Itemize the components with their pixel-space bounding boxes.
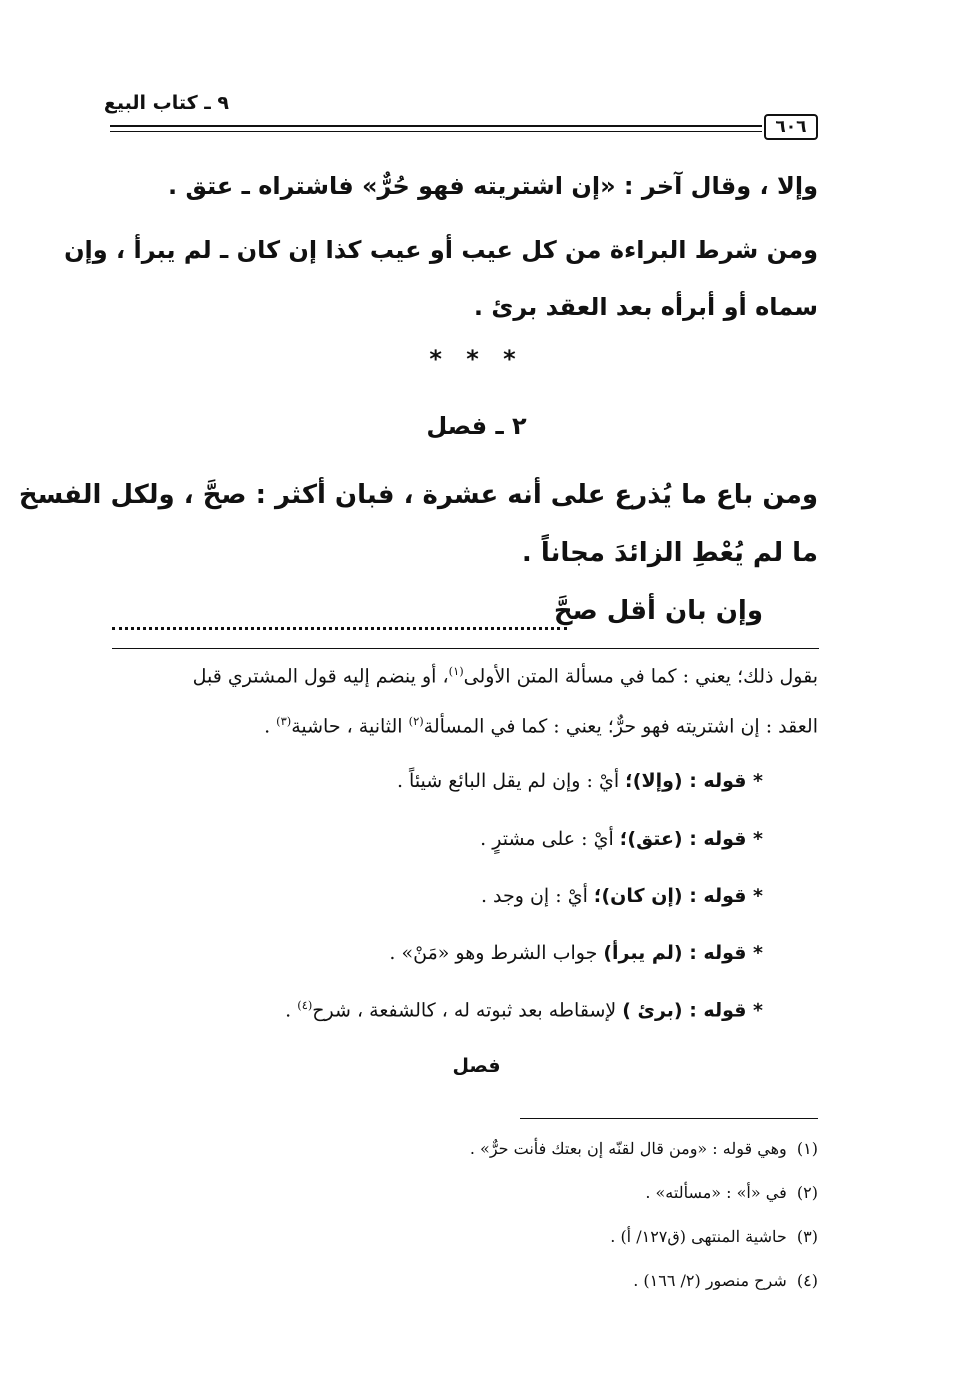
- section-heading: ٢ ـ فصل: [426, 412, 527, 440]
- footnote-1: (١) وهي قوله : «ومن قال لقنّه إن بعتك فأنت حرٌّ» .: [469, 1139, 818, 1158]
- main-line-6: وإن بان أقل صحَّ: [553, 596, 763, 626]
- commentary-item: * قوله : (لم يبرأ) جواب الشرط وهو «مَنْ» .: [389, 942, 763, 964]
- commentary-item: * قوله : (وإلا)؛ أيْ : وإن لم يقل البائع شيئاً .: [396, 770, 763, 792]
- footnote-separator: [520, 1118, 818, 1119]
- commentary-item: * قوله : (عتق)؛ أيْ : على مشترٍ .: [480, 828, 763, 850]
- header-rule-thin: [110, 131, 762, 132]
- footnote-3: (٣) حاشية المنتهى (ق١٢٧/ أ) .: [610, 1227, 818, 1246]
- footnote-2: (٢) في «أ» : «مسألته» .: [645, 1183, 818, 1202]
- main-line-2: ومن شرط البراءة من كل عيب أو عيب كذا إن كان ـ لم يبرأ ، وإن: [64, 236, 818, 264]
- header-rule: [110, 125, 762, 127]
- dotted-leader: [112, 600, 567, 630]
- footnote-ref: (١): [448, 664, 464, 678]
- commentary-item: * قوله : (برئ ) لإسقاطه بعد ثبوته له ، كالشفعة ، شرح$^{(٤)}$ .: [285, 998, 763, 1022]
- footnote-ref: (٣): [276, 714, 292, 728]
- main-line-5: ما لم يُعْطِ الزائدَ مجاناً .: [521, 538, 818, 568]
- main-line-1: وإلا ، وقال آخر : «إن اشتريته فهو حُرٌّ» فاشتراه ـ عتق .: [168, 172, 818, 200]
- commentary-separator: [112, 648, 819, 649]
- section-divider-stars: * * *: [429, 345, 524, 373]
- commentary-item: * قوله : (إن كان)؛ أيْ : إن وجد .: [480, 885, 763, 907]
- footnote-ref: (٢): [408, 714, 424, 728]
- page-number: ٦٠٦: [764, 114, 818, 140]
- commentary-line-2: العقد : إن اشتريته فهو حرٌّ؛ يعني : كما في المسألة$^{(٢)}$ الثانية ، حاشية$^{(٣)}$ .: [264, 714, 818, 738]
- footnote-ref: (٤): [297, 998, 313, 1012]
- commentary-heading: فصل: [452, 1055, 501, 1077]
- main-line-3: سماه أو أبرأه بعد العقد برئ .: [473, 293, 818, 321]
- footnote-4: (٤) شرح منصور (٢/ ١٦٦) .: [633, 1271, 818, 1290]
- commentary-line-1: بقول ذلك؛ يعني : كما في مسألة المتن الأولى$^{(١)}$، أو ينضم إليه قول المشتري قبل: [192, 664, 818, 688]
- chapter-title: ٩ ـ كتاب البيع: [103, 92, 229, 114]
- main-line-4: ومن باع ما يُذرع على أنه عشرة ، فبان أكثر : صحَّ ، ولكل الفسخ: [18, 480, 818, 510]
